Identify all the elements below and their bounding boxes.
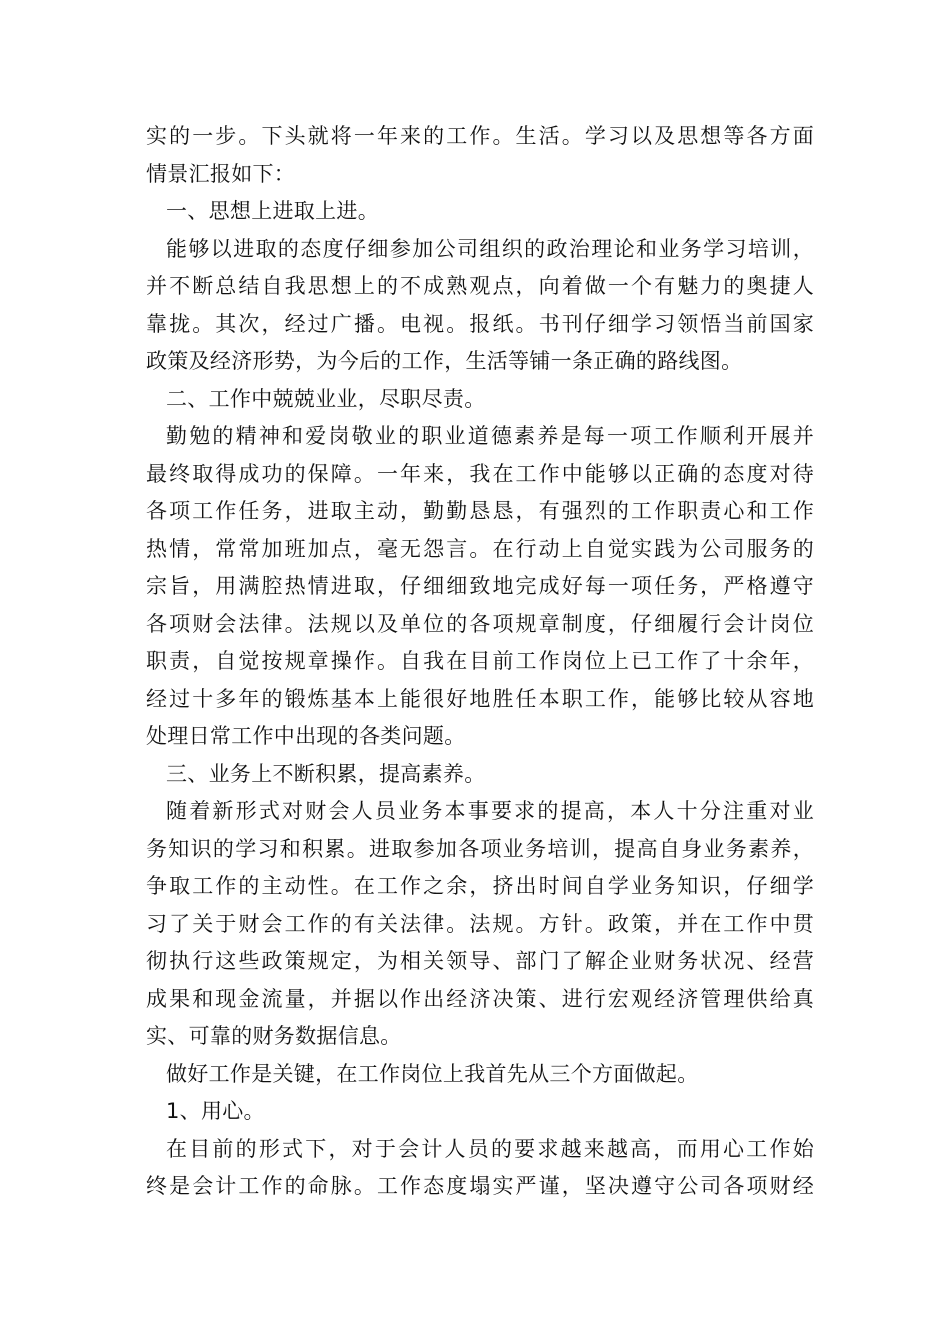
text-line: 经过十多年的锻炼基本上能很好地胜任本职工作，能够比较从容地 xyxy=(146,686,814,711)
text-line: 1、用心。 xyxy=(166,1099,265,1123)
text-line: 习了关于财会工作的有关法律。法规。方针。政策，并在工作中贯 xyxy=(146,911,814,936)
text-line: 勤勉的精神和爱岗敬业的职业道德素养是每一项工作顺利开展并 xyxy=(166,424,814,448)
text-line: 终是会计工作的命脉。工作态度塌实严谨，坚决遵守公司各项财经 xyxy=(146,1174,814,1198)
text-line: 二、工作中兢兢业业，尽职尽责。 xyxy=(166,386,486,411)
text-line: 职责，自觉按规章操作。自我在目前工作岗位上已工作了十余年， xyxy=(146,649,814,673)
text-line: 三、业务上不断积累，提高素养。 xyxy=(166,761,486,786)
text-line: 做好工作是关键，在工作岗位上我首先从三个方面做起。 xyxy=(166,1061,699,1086)
document-body xyxy=(146,118,814,1206)
text-line: 争取工作的主动性。在工作之余，挤出时间自学业务知识，仔细学 xyxy=(146,874,814,898)
text-line: 宗旨，用满腔热情进取，仔细细致地完成好每一项任务，严格遵守 xyxy=(146,574,814,598)
text-line: 政策及经济形势，为今后的工作，生活等铺一条正确的路线图。 xyxy=(146,349,743,373)
text-line: 并不断总结自我思想上的不成熟观点，向着做一个有魅力的奥捷人 xyxy=(146,274,814,298)
text-line: 实、可靠的财务数据信息。 xyxy=(146,1024,402,1048)
text-line: 最终取得成功的保障。一年来，我在工作中能够以正确的态度对待 xyxy=(146,461,814,486)
text-line: 在目前的形式下，对于会计人员的要求越来越高，而用心工作始 xyxy=(166,1136,814,1161)
text-line: 务知识的学习和积累。进取参加各项业务培训，提高自身业务素养， xyxy=(146,836,814,861)
text-line: 彻执行这些政策规定，为相关领导、部门了解企业财务状况、经营 xyxy=(146,949,814,973)
text-line: 热情，常常加班加点，毫无怨言。在行动上自觉实践为公司服务的 xyxy=(146,536,814,561)
text-line: 情景汇报如下： xyxy=(146,161,296,186)
text-line: 各项财会法律。法规以及单位的各项规章制度，仔细履行会计岗位 xyxy=(146,611,814,636)
text-line: 成果和现金流量，并据以作出经济决策、进行宏观经济管理供给真 xyxy=(146,986,814,1011)
text-line: 随着新形式对财会人员业务本事要求的提高，本人十分注重对业 xyxy=(166,799,814,823)
text-line: 一、思想上进取上进。 xyxy=(166,199,379,223)
text-line: 能够以进取的态度仔细参加公司组织的政治理论和业务学习培训， xyxy=(166,236,814,261)
text-line: 处理日常工作中出现的各类问题。 xyxy=(146,724,466,748)
text-line: 靠拢。其次，经过广播。电视。报纸。书刊仔细学习领悟当前国家 xyxy=(146,311,814,336)
text-line: 各项工作任务，进取主动，勤勤恳恳，有强烈的工作职责心和工作 xyxy=(146,499,814,523)
text-line: 实的一步。下头就将一年来的工作。生活。学习以及思想等各方面 xyxy=(146,124,814,148)
